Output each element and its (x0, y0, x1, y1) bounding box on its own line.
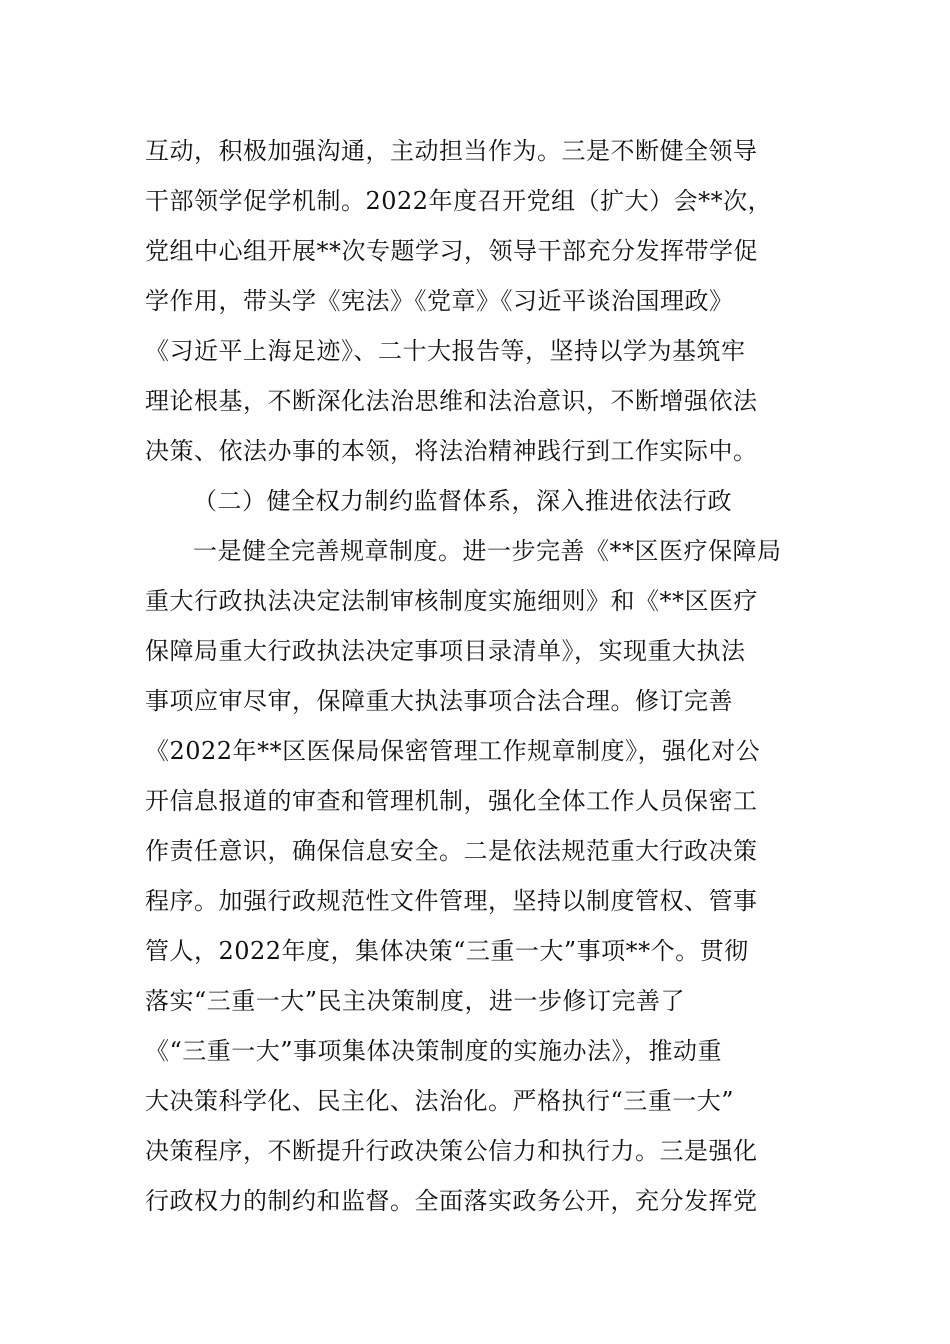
text-line: 党组中心组开展**次专题学习，领导干部充分发挥带学促 (145, 237, 758, 265)
text-line: 管人，2022年度，集体决策“三重一大”事项**个。贯彻 (145, 937, 749, 965)
text-line: 开信息报道的审查和管理机制，强化全体工作人员保密工 (145, 787, 758, 815)
text-line: 落实“三重一大”民主决策制度，进一步修订完善了 (145, 987, 686, 1015)
text-line: 一是健全完善规章制度。进一步完善《**区医疗保障局 (193, 537, 782, 565)
text-line: 学作用，带头学《宪法》《党章》《习近平谈治国理政》 (145, 287, 734, 315)
text-line: 行政权力的制约和监督。全面落实政务公开，充分发挥党 (145, 1187, 758, 1215)
section-heading: （二）健全权力制约监督体系，深入推进依法行政 (193, 487, 732, 515)
text-line: 重大行政执法决定法制审核制度实施细则》和《**区医疗 (145, 587, 758, 615)
text-line: 大决策科学化、民主化、法治化。严格执行“三重一大” (145, 1087, 735, 1115)
text-line: 事项应审尽审，保障重大执法事项合法合理。修订完善 (145, 687, 733, 715)
text-line: 决策程序，不断提升行政决策公信力和执行力。三是强化 (145, 1137, 758, 1165)
text-line: 《2022年**区医保局保密管理工作规章制度》，强化对公 (145, 737, 761, 765)
text-line: 决策、依法办事的本领，将法治精神践行到工作实际中。 (145, 437, 758, 465)
text-line: 程序。加强行政规范性文件管理，坚持以制度管权、管事 (145, 887, 758, 915)
text-line: 干部领学促学机制。2022年度召开党组（扩大）会**次， (145, 187, 773, 215)
text-line: 《“三重一大”事项集体决策制度的实施办法》，推动重 (145, 1037, 723, 1065)
text-line: 保障局重大行政执法决定事项目录清单》，实现重大执法 (145, 637, 746, 665)
text-line: 《习近平上海足迹》、二十大报告等，坚持以学为基筑牢 (145, 337, 746, 365)
text-line: 互动，积极加强沟通，主动担当作为。三是不断健全领导 (145, 137, 758, 165)
text-line: 理论根基，不断深化法治思维和法治意识，不断增强依法 (145, 387, 758, 415)
text-line: 作责任意识，确保信息安全。二是依法规范重大行政决策 (145, 837, 758, 865)
